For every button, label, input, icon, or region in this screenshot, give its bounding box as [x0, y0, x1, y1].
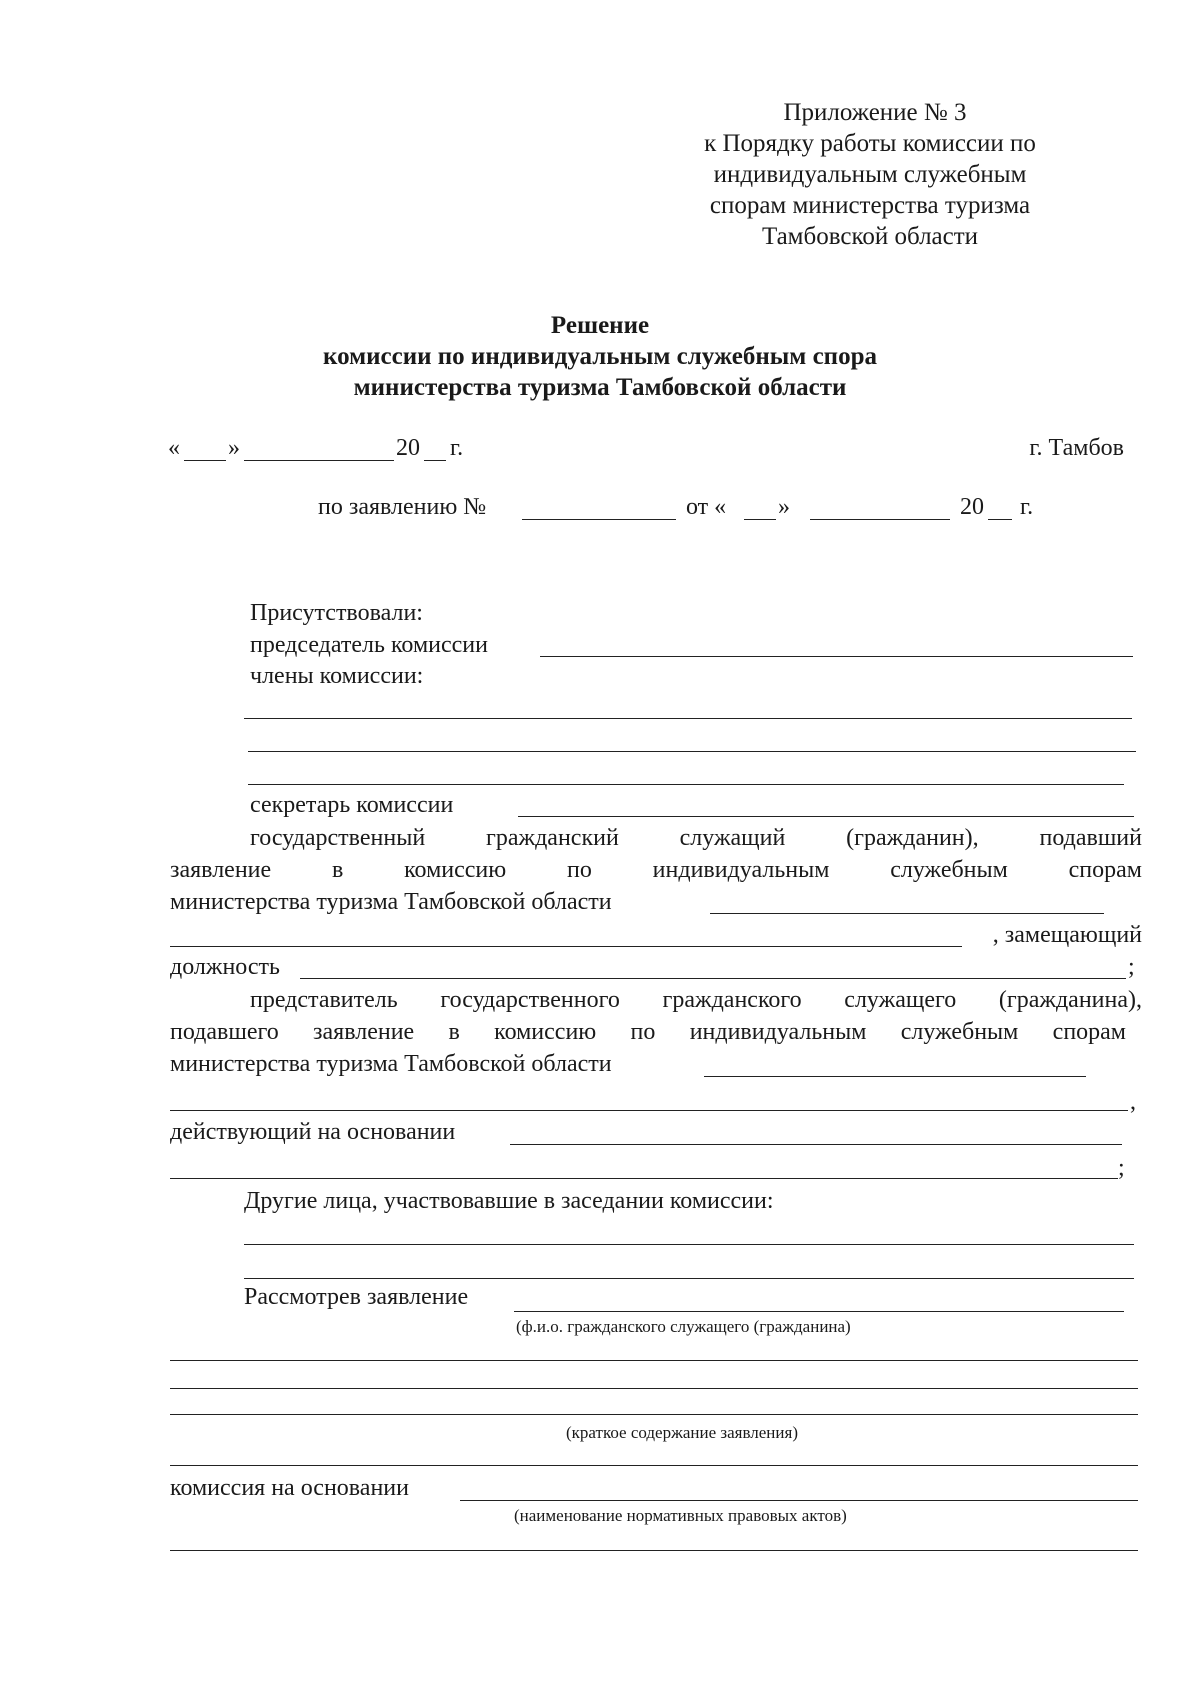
- commission-basis-label: комиссия на основании: [170, 1475, 409, 1501]
- servant-paragraph-line-2: заявление в комиссию по индивидуальным служебным спорам: [170, 857, 1142, 883]
- rep-paragraph-line-1: представитель государственного гражданского служащего (гражданина),: [250, 987, 1142, 1013]
- servant-paragraph-line-3: министерства туризма Тамбовской области: [170, 889, 612, 915]
- date-year-prefix: 20: [396, 435, 420, 461]
- present-label: Присутствовали:: [250, 600, 423, 626]
- summary-blank-2[interactable]: [170, 1388, 1138, 1389]
- appendix-line-3: индивидуальным служебным: [713, 161, 1027, 188]
- title-line-1: Решение: [550, 312, 650, 339]
- city-label: г. Тамбов: [1029, 435, 1124, 461]
- appendix-line-5: Тамбовской области: [761, 223, 979, 250]
- summary-blank-4[interactable]: [170, 1465, 1138, 1466]
- acting-blank[interactable]: [510, 1144, 1122, 1145]
- summary-blank-1[interactable]: [170, 1360, 1138, 1361]
- date-open-quote: «: [168, 435, 180, 461]
- date-year-blank[interactable]: [424, 460, 446, 461]
- members-blank-2[interactable]: [248, 751, 1136, 752]
- rep-paragraph-line-3: министерства туризма Тамбовской области: [170, 1051, 612, 1077]
- others-blank-2[interactable]: [244, 1278, 1134, 1279]
- statement-year-prefix: 20: [960, 494, 984, 520]
- members-blank-3[interactable]: [248, 784, 1124, 785]
- considered-label: Рассмотрев заявление: [244, 1284, 469, 1310]
- chairman-blank[interactable]: [540, 656, 1133, 657]
- caption-summary: (краткое содержание заявления): [566, 1423, 798, 1442]
- statement-month-blank[interactable]: [810, 519, 950, 520]
- statement-day-blank[interactable]: [744, 519, 776, 520]
- date-month-blank[interactable]: [244, 460, 394, 461]
- chairman-label: председатель комиссии: [250, 632, 488, 658]
- servant-name-blank[interactable]: [710, 913, 1104, 914]
- servant-name-blank-2[interactable]: [170, 946, 962, 947]
- acting-label: действующий на основании: [170, 1119, 456, 1145]
- considered-blank[interactable]: [514, 1311, 1124, 1312]
- summary-blank-3[interactable]: [170, 1414, 1138, 1415]
- secretary-blank[interactable]: [518, 816, 1134, 817]
- rep-comma: ,: [1130, 1089, 1136, 1115]
- acts-blank-2[interactable]: [170, 1550, 1138, 1551]
- members-label: члены комиссии:: [250, 663, 424, 689]
- caption-fio: (ф.и.о. гражданского служащего (гражданина): [516, 1317, 851, 1336]
- appendix-line-4: спорам министерства туризма: [709, 192, 1031, 219]
- position-semicolon: ;: [1128, 954, 1135, 980]
- acting-blank-2[interactable]: [170, 1178, 1118, 1179]
- statement-close-quote: »: [778, 494, 790, 520]
- others-label: Другие лица, участвовавшие в заседании комиссии:: [244, 1188, 774, 1214]
- title-line-2: комиссии по индивидуальным служебным спора: [323, 343, 877, 370]
- commission-basis-blank[interactable]: [460, 1500, 1138, 1501]
- position-label: должность: [170, 954, 280, 980]
- date-year-suffix: г.: [450, 435, 464, 461]
- appendix-line-2: к Порядку работы комиссии по: [704, 130, 1036, 157]
- appendix-line-1: Приложение № 3: [783, 99, 967, 126]
- others-blank-1[interactable]: [244, 1244, 1134, 1245]
- date-close-quote: »: [228, 435, 240, 461]
- statement-number-blank[interactable]: [522, 519, 676, 520]
- statement-number-label: по заявлению №: [318, 494, 487, 520]
- members-blank-1[interactable]: [244, 718, 1132, 719]
- title-line-3: министерства туризма Тамбовской области: [353, 374, 847, 401]
- rep-name-blank[interactable]: [704, 1076, 1086, 1077]
- statement-year-blank[interactable]: [988, 519, 1012, 520]
- caption-acts: (наименование нормативных правовых актов): [514, 1506, 847, 1525]
- servant-paragraph-line-1: государственный гражданский служащий (гражданин), подавший: [250, 825, 1142, 851]
- acting-semicolon: ;: [1118, 1155, 1125, 1181]
- date-day-blank[interactable]: [184, 460, 226, 461]
- occupying-label: , замещающий: [992, 922, 1142, 948]
- statement-year-suffix: г.: [1020, 494, 1034, 520]
- secretary-label: секретарь комиссии: [250, 792, 454, 818]
- position-blank[interactable]: [300, 978, 1126, 979]
- rep-name-blank-2[interactable]: [170, 1110, 1128, 1111]
- rep-paragraph-line-2: подавшего заявление в комиссию по индивидуальным служебным спорам: [170, 1019, 1126, 1045]
- statement-from-label: от «: [686, 494, 727, 520]
